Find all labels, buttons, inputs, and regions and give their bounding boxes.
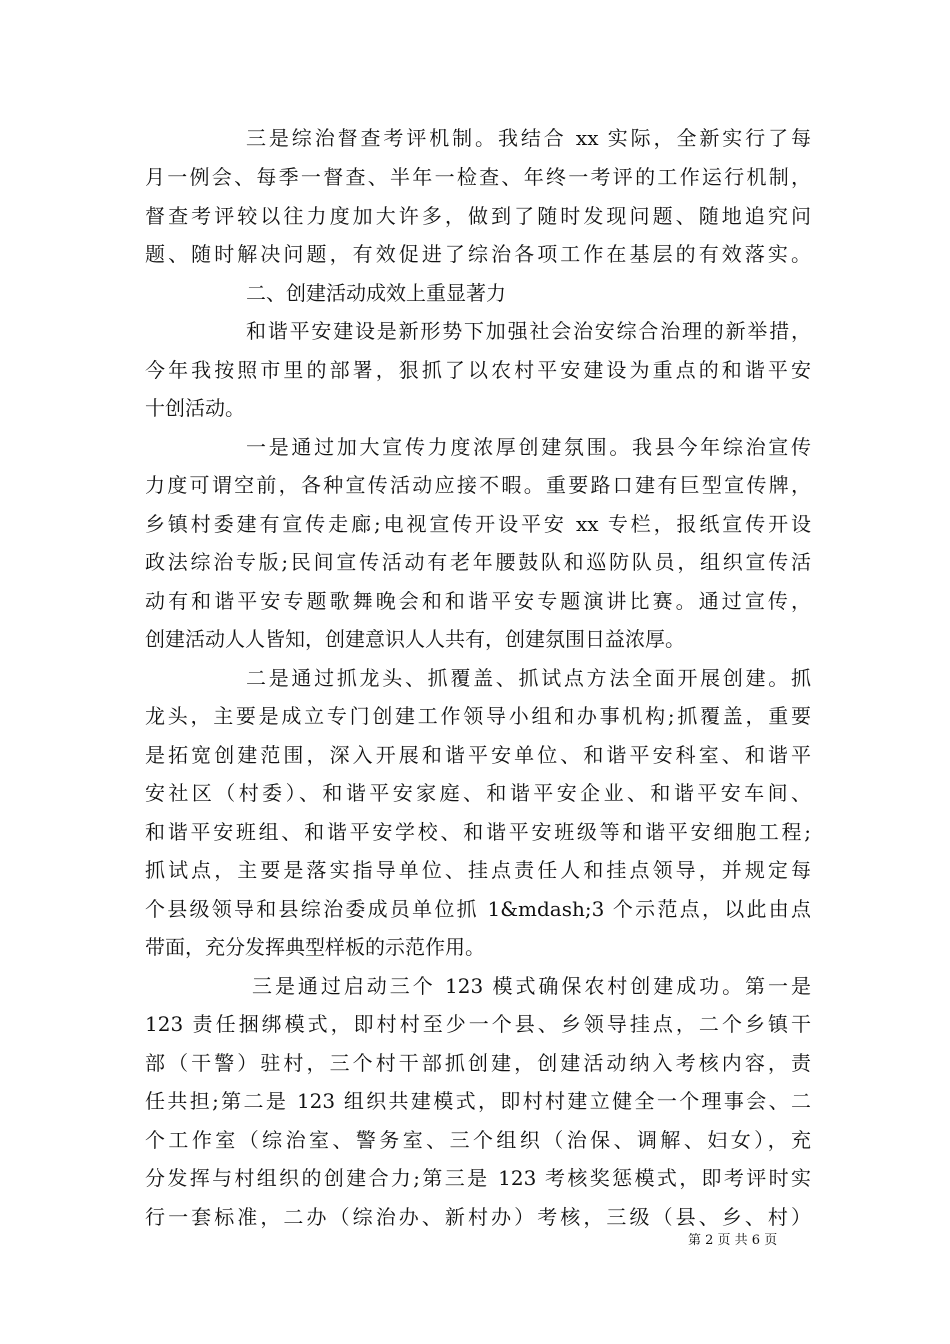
text-line: 今年我按照市里的部署，狠抓了以农村平安建设为重点的和谐平安 bbox=[145, 358, 811, 382]
text-line: 和谐平安建设是新形势下加强社会治安综合治理的新举措， bbox=[246, 319, 811, 343]
text-line: 三是通过启动三个 123 模式确保农村创建成功。第一是 bbox=[252, 974, 811, 998]
text-line: 个工作室（综治室、警务室、三个组织（治保、调解、妇女），充 bbox=[145, 1128, 811, 1152]
text-line: 十创活动。 bbox=[145, 396, 245, 420]
text-line: 力度可谓空前，各种宣传活动应接不暇。重要路口建有巨型宣传牌， bbox=[145, 473, 811, 497]
text-line: 个县级领导和县综治委成员单位抓 1&mdash;3 个示范点，以此由点 bbox=[145, 897, 811, 921]
text-line: 和谐平安班组、和谐平安学校、和谐平安班级等和谐平安细胞工程; bbox=[145, 820, 811, 844]
text-line: 乡镇村委建有宣传走廊;电视宣传开设平安 xx 专栏，报纸宣传开设 bbox=[145, 512, 811, 536]
text-line: 督查考评较以往力度加大许多，做到了随时发现问题、随地追究问 bbox=[145, 204, 811, 228]
text-line: 部（干警）驻村，三个村干部抓创建，创建活动纳入考核内容，责 bbox=[145, 1051, 811, 1075]
text-line: 政法综治专版;民间宣传活动有老年腰鼓队和巡防队员，组织宣传活 bbox=[145, 550, 811, 574]
text-line: 龙头，主要是成立专门创建工作领导小组和办事机构;抓覆盖，重要 bbox=[145, 704, 811, 728]
page-footer: 第 2 页 共 6 页 bbox=[688, 1233, 778, 1248]
text-line: 安社区（村委）、和谐平安家庭、和谐平安企业、和谐平安车间、 bbox=[145, 781, 811, 805]
text-line: 带面，充分发挥典型样板的示范作用。 bbox=[145, 935, 485, 959]
text-line: 题、随时解决问题，有效促进了综治各项工作在基层的有效落实。 bbox=[145, 242, 811, 266]
text-line: 二是通过抓龙头、抓覆盖、抓试点方法全面开展创建。抓 bbox=[246, 666, 811, 690]
text-line: 一是通过加大宣传力度浓厚创建氛围。我县今年综治宣传 bbox=[246, 435, 811, 459]
text-line: 任共担;第二是 123 组织共建模式，即村村建立健全一个理事会、二 bbox=[145, 1089, 811, 1113]
text-line: 动有和谐平安专题歌舞晚会和和谐平安专题演讲比赛。通过宣传， bbox=[145, 589, 811, 613]
text-line: 分发挥与村组织的创建合力;第三是 123 考核奖惩模式，即考评时实 bbox=[145, 1166, 811, 1190]
text-line: 月一例会、每季一督查、半年一检查、年终一考评的工作运行机制， bbox=[145, 165, 811, 189]
text-line: 创建活动人人皆知，创建意识人人共有，创建氛围日益浓厚。 bbox=[145, 627, 685, 651]
text-line: 是拓宽创建范围，深入开展和谐平安单位、和谐平安科室、和谐平 bbox=[145, 743, 811, 767]
text-line: 123 责任捆绑模式，即村村至少一个县、乡领导挂点，二个乡镇干 bbox=[145, 1012, 811, 1036]
text-line: 抓试点，主要是落实指导单位、挂点责任人和挂点领导，并规定每 bbox=[145, 858, 811, 882]
section-heading: 二、创建活动成效上重显著力 bbox=[246, 281, 506, 305]
text-line: 三是综治督查考评机制。我结合 xx 实际，全新实行了每 bbox=[246, 126, 811, 150]
text-line: 行一套标准，二办（综治办、新村办）考核，三级（县、乡、村） bbox=[145, 1205, 811, 1229]
